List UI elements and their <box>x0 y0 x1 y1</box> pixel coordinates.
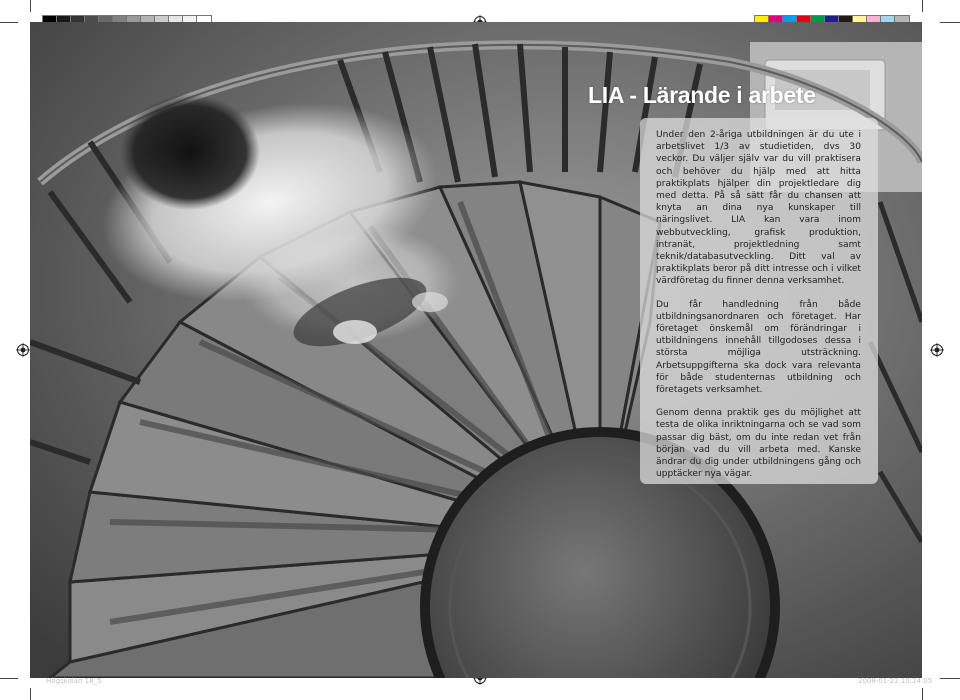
registration-mark-right-icon <box>930 343 944 357</box>
paragraph-intro: Under den 2-åriga utbildningen är du ute i arbetslivet 1/3 av studietiden, dvs 30 veckor. Du väljer själv var du vill praktisera och behöver du hjälp med att hitta praktikplats hjälper din projektledare dig med detta. På så sätt får du chansen att knyta an dina nya kunskaper till näringslivet. LIA kan vara inom webbutveckling, grafisk produktion, intranät, projektledning samt teknik/databasutveckling. Ditt val av praktikplats beror på ditt intresse och i vilket värdföretag du finner denna verksamhet. <box>656 130 861 287</box>
crop-mark-bottom-left-h <box>0 678 18 679</box>
crop-mark-bottom-right-v <box>922 688 923 700</box>
paragraph-practice: Genom denna praktik ges du möjlighet att testa de olika inriktningarna och se vad som passar dig bäst, om du inte redan vet från början vad du vill arbeta med. Kanske ändrar du dig under utbildningens gång och upptäcker nya vägar. <box>656 408 861 480</box>
page-title: LIA - Lärande i arbete <box>588 82 816 108</box>
crop-mark-top-right-h <box>940 22 960 23</box>
crop-mark-bottom-left-v <box>30 688 31 700</box>
crop-mark-top-left-h <box>0 22 18 23</box>
slug-left: Högskolan 18_5 <box>46 677 102 685</box>
crop-mark-bottom-right-h <box>940 678 960 679</box>
slug-right: 2008-01-22 10:24:05 <box>858 677 933 685</box>
crop-mark-top-right-v <box>922 0 923 12</box>
paragraph-supervision: Du får handledning från både utbildningsanordnaren och företaget. Har företaget önskemål om förändringar i utbildningens innehåll tillgodoses dessa i största möjliga utsträckning. Arbetsuppgifterna ska dock vara relevanta för både studenternas utbildning och företagets verksamhet. <box>656 299 861 396</box>
crop-mark-top-left-v <box>30 0 31 12</box>
text-panel <box>640 118 878 484</box>
registration-mark-left-icon <box>16 343 30 357</box>
